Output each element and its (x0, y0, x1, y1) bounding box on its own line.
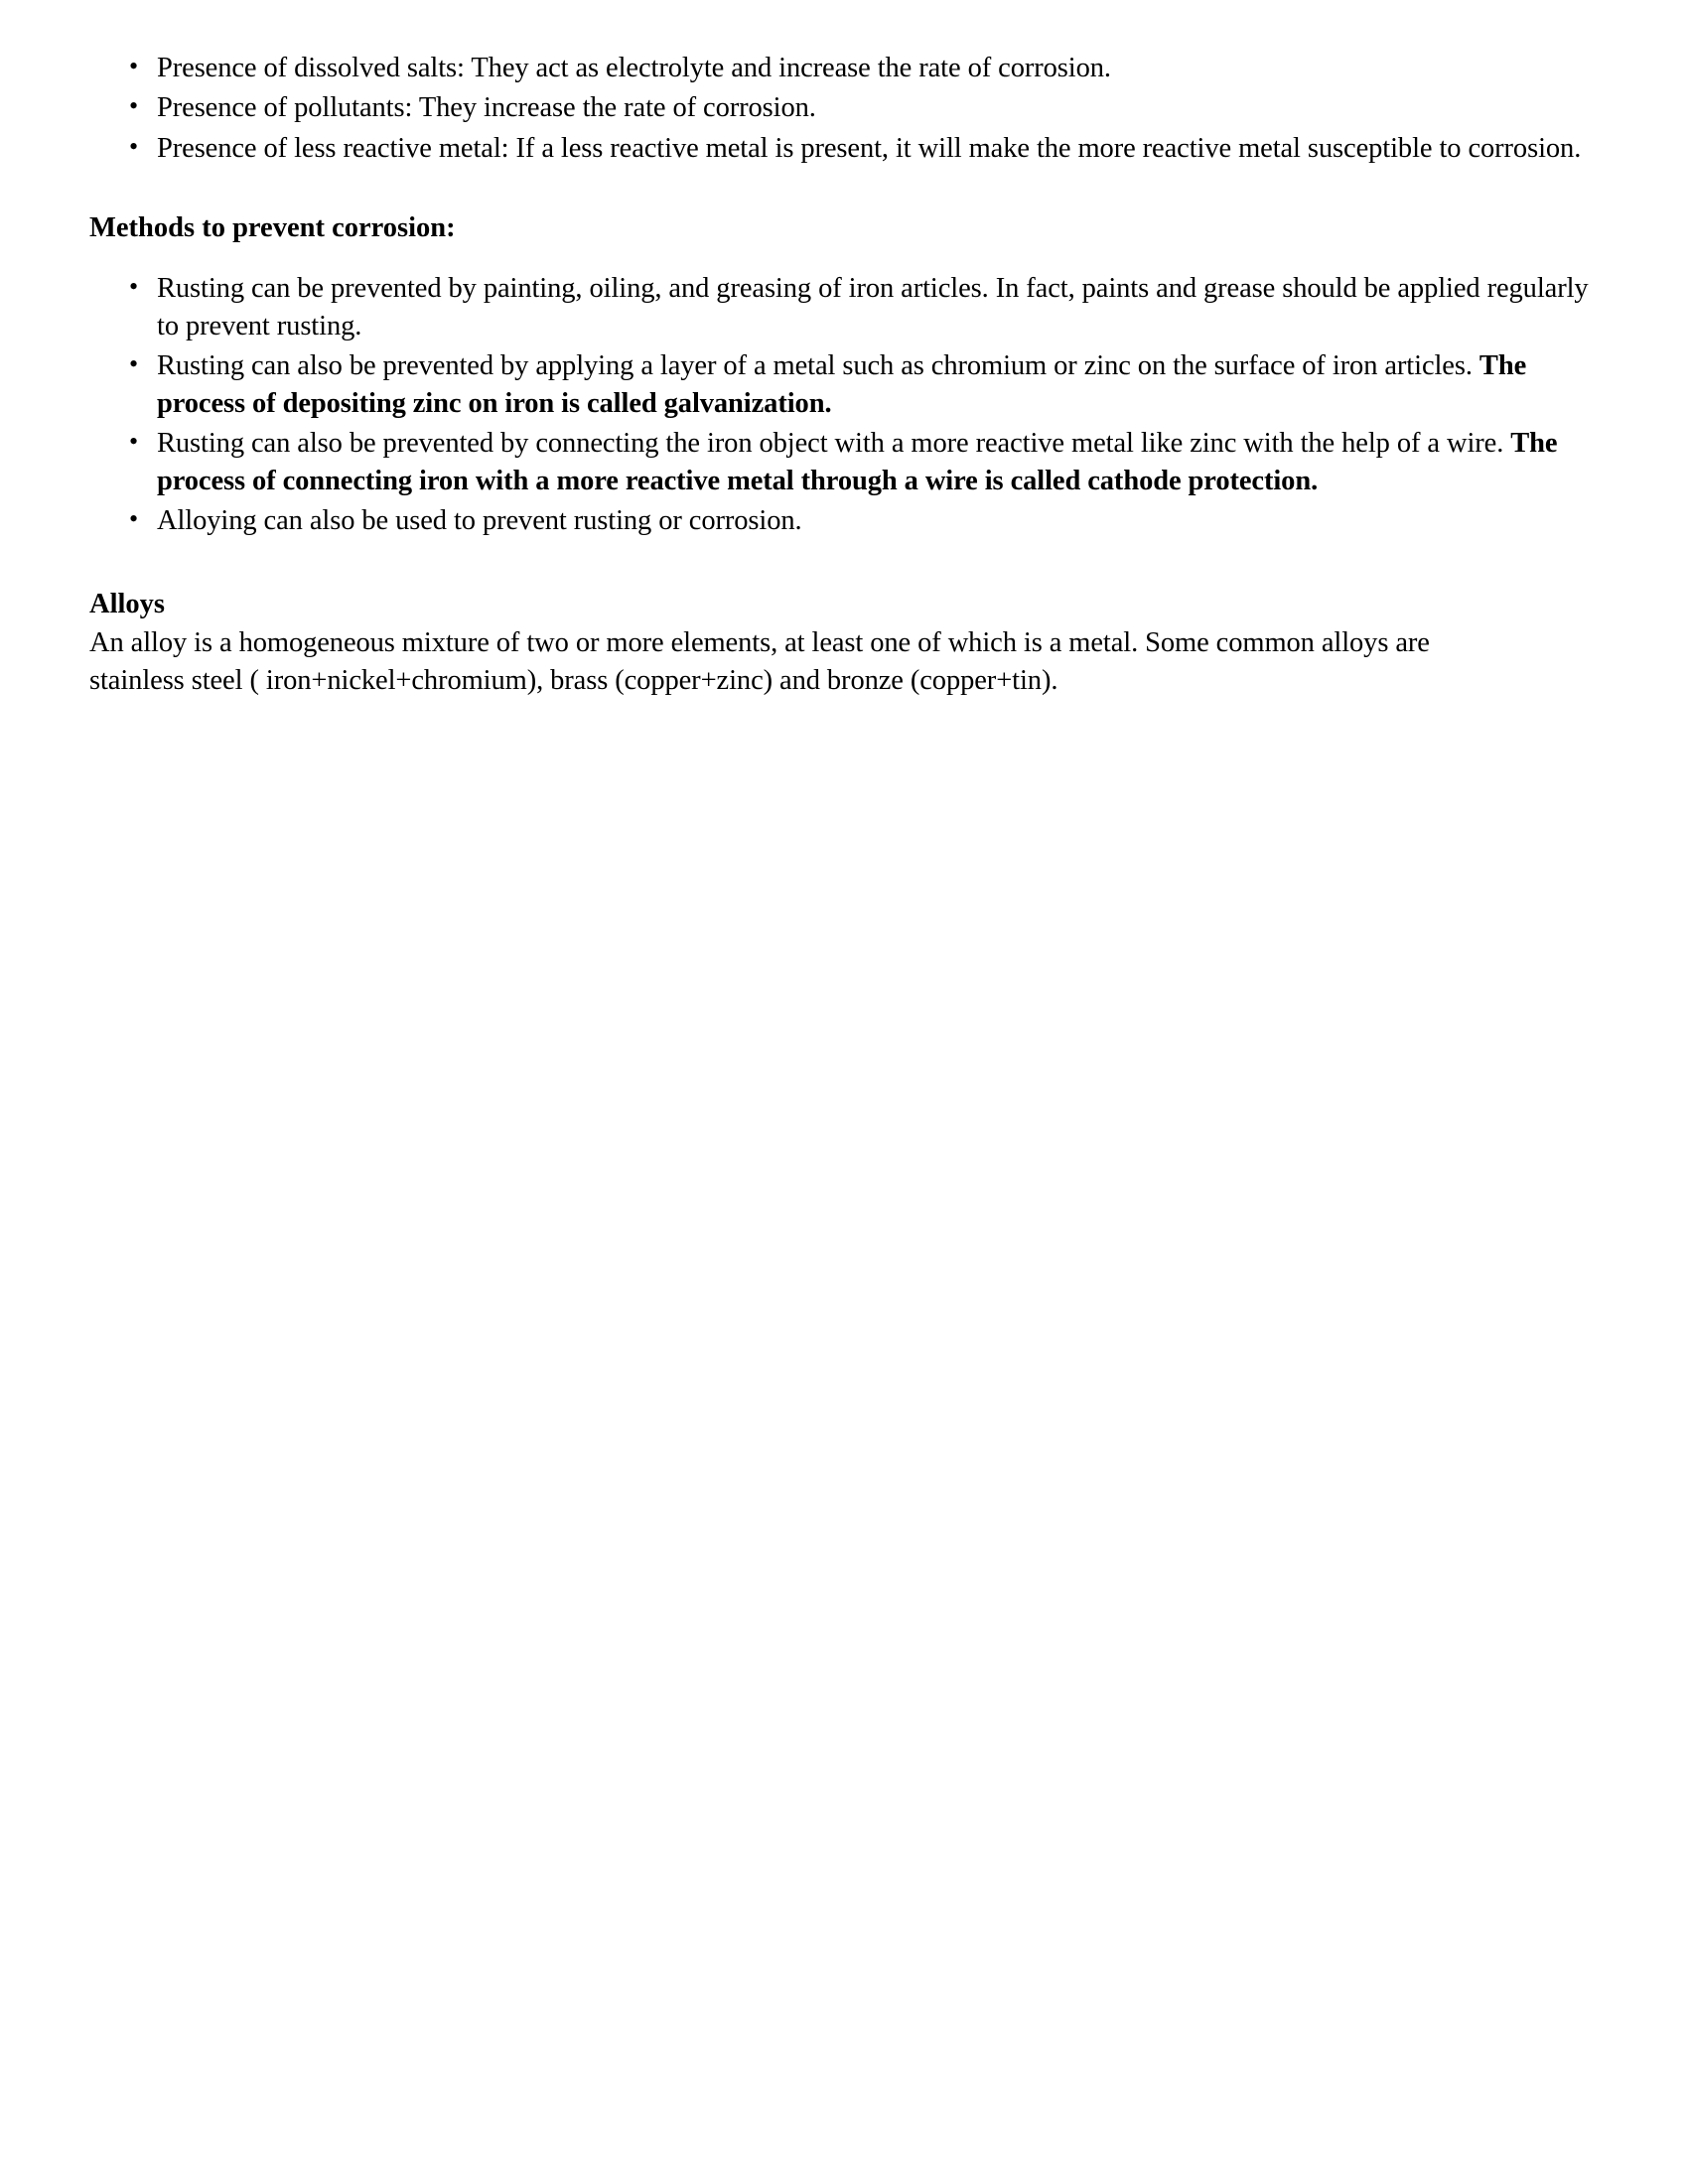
list-item-dissolved-salts (89, 50, 1599, 87)
factor-lead-less-reactive-metal: Presence of less reactive metal: (157, 132, 509, 164)
prevention-methods-list (89, 270, 1599, 540)
alloys-paragraph: An alloy is a homogeneous mixture of two or more elements, at least one of which is a metal. Some common alloys are stainless steel ( iron+nickel+chromium), brass (copper+zinc) and bronze (copper+tin). (89, 626, 1430, 697)
method-text-painting: Rusting can be prevented by painting, oiling, and greasing of iron articles. In fact, paints and grease should be applied regularly to prevent rusting. (157, 272, 1589, 342)
alloys-heading: Alloys (89, 589, 166, 620)
method-bold-cathode-protection: The process of connecting iron with a more reactive metal through a wire is called cathode protection. (157, 427, 1558, 497)
list-item-cathode-protection (89, 425, 1599, 501)
method-text-cathode-protection: Rusting can also be prevented by connecting the iron object with a more reactive metal like zinc with the help of a wire. (157, 427, 1511, 459)
method-text-alloying: Alloying can also be used to prevent rusting or corrosion. (157, 504, 802, 536)
corrosion-factors-list (89, 50, 1599, 168)
list-item-less-reactive-metal (89, 130, 1599, 168)
list-item-pollutants (89, 89, 1599, 127)
methods-heading: Methods to prevent corrosion: (89, 212, 456, 244)
list-item-alloying (89, 502, 1599, 540)
method-text-galvanization: Rusting can also be prevented by applying a layer of a metal such as chromium or zinc on the surface of iron articles. (157, 349, 1479, 381)
document-content (89, 50, 1599, 701)
factor-rest-dissolved-salts: They act as electrolyte and increase the rate of corrosion. (464, 53, 1111, 83)
factor-lead-dissolved-salts: Presence of dissolved salts: (157, 53, 465, 83)
list-item-galvanization (89, 347, 1599, 424)
method-bold-galvanization: The process of depositing zinc on iron is called galvanization. (157, 349, 1527, 420)
factor-rest-pollutants: They increase the rate of corrosion. (412, 92, 816, 124)
list-item-painting-oiling-greasing (89, 270, 1599, 346)
factor-lead-pollutants: Presence of pollutants: (157, 92, 413, 124)
factor-rest-less-reactive-metal: If a less reactive metal is present, it will make the more reactive metal susceptible to corrosion. (508, 132, 1582, 164)
